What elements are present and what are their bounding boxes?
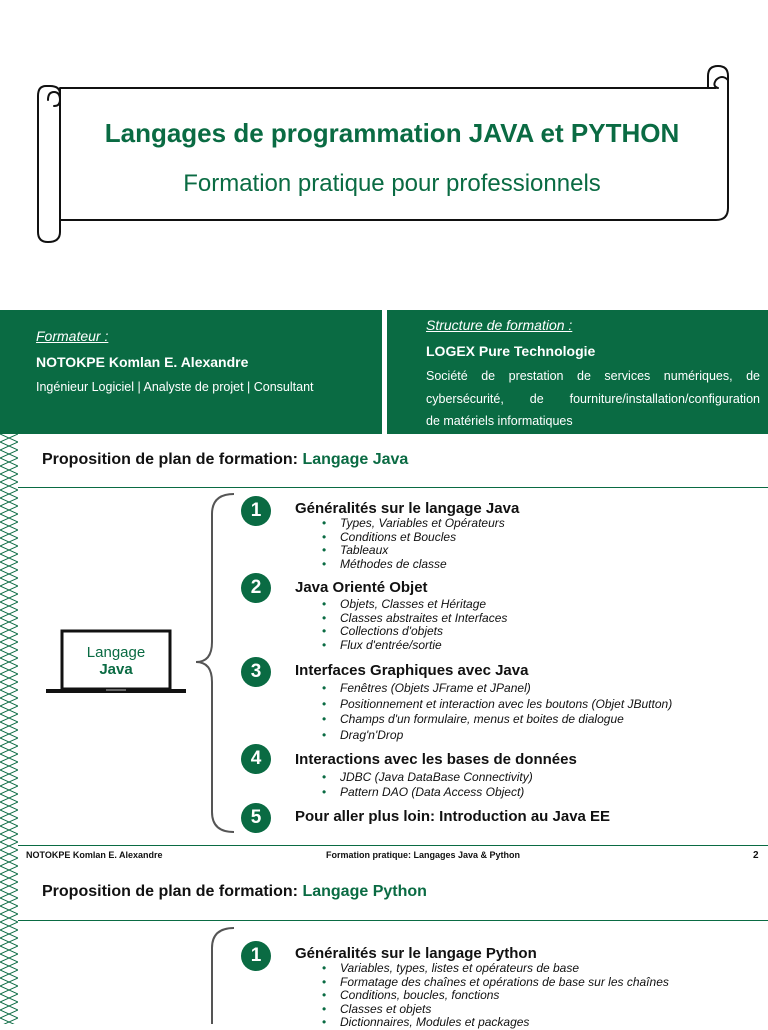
footer-page-number: 2 bbox=[753, 850, 759, 861]
section-number-2: 2 bbox=[241, 573, 271, 603]
section-heading-5: Pour aller plus loin: Introduction au Java EE bbox=[295, 808, 611, 825]
section-heading-2: Java Orienté Objet bbox=[295, 579, 428, 596]
footer-author: NOTOKPE Komlan E. Alexandre bbox=[26, 850, 163, 860]
section-heading-4: Interactions avec les bases de données bbox=[295, 751, 577, 768]
java-title-divider bbox=[18, 487, 768, 488]
trainer-panel bbox=[0, 310, 382, 434]
section-number-3: 3 bbox=[241, 657, 271, 687]
python-plan-title: Proposition de plan de formation: Langage Python bbox=[42, 883, 427, 900]
python-title-divider bbox=[18, 920, 768, 921]
list-item: • Pattern DAO (Data Access Object) bbox=[322, 785, 533, 800]
curly-brace bbox=[190, 492, 240, 836]
section-heading-3: Interfaces Graphiques avec Java bbox=[295, 662, 529, 679]
section-number-4: 4 bbox=[241, 744, 271, 774]
list-item: • Types, Variables et Opérateurs bbox=[322, 517, 505, 531]
organization-panel bbox=[387, 310, 768, 434]
footer-center: Formation pratique: Langages Java & Python bbox=[326, 850, 521, 860]
section-items-4 bbox=[322, 770, 533, 800]
list-item: • Flux d'entrée/sortie bbox=[322, 639, 507, 653]
list-item: • Champs d'un formulaire, menus et boites de dialogue bbox=[322, 712, 672, 728]
python-section-heading-1: Généralités sur le langage Python bbox=[295, 945, 537, 962]
list-item: • JDBC (Java DataBase Connectivity) bbox=[322, 770, 533, 785]
java-plan-title: Proposition de plan de formation: Langage Java bbox=[42, 451, 409, 468]
section-items-3 bbox=[322, 681, 672, 743]
list-item: • Tableaux bbox=[322, 544, 505, 558]
organization-description: Société de prestation de services numériques, de cybersécurité, de fourniture/installation/configuration de matériels informatiques bbox=[426, 369, 760, 428]
organization-name: LOGEX Pure Technologie bbox=[426, 343, 596, 359]
list-item: • Conditions et Boucles bbox=[322, 531, 505, 545]
list-item: • Collections d'objets bbox=[322, 625, 507, 639]
list-item: • Fenêtres (Objets JFrame et JPanel) bbox=[322, 681, 672, 697]
laptop-label-line2: Java bbox=[99, 661, 133, 678]
curly-brace-python bbox=[190, 926, 240, 1024]
section-number-5: 5 bbox=[241, 803, 271, 833]
zigzag-border bbox=[0, 434, 18, 1024]
list-item: • Dictionnaires, Modules et packages bbox=[322, 1016, 669, 1030]
list-item: • Variables, types, listes et opérateurs de base bbox=[322, 962, 669, 976]
python-section-number-1: 1 bbox=[241, 941, 271, 971]
list-item: • Méthodes de classe bbox=[322, 558, 505, 572]
laptop-label-line1: Langage bbox=[86, 644, 146, 661]
section-items-1 bbox=[322, 517, 505, 571]
list-item: • Classes abstraites et Interfaces bbox=[322, 612, 507, 626]
section-items-2 bbox=[322, 598, 507, 652]
list-item: • Formatage des chaînes et opérations de base sur les chaînes bbox=[322, 976, 669, 990]
list-item: • Classes et objets bbox=[322, 1003, 669, 1017]
trainer-label: Formateur : bbox=[36, 328, 109, 344]
trainer-role: Ingénieur Logiciel | Analyste de projet | Consultant bbox=[36, 380, 314, 394]
list-item: • Drag'n'Drop bbox=[322, 728, 672, 744]
list-item: • Positionnement et interaction avec les boutons (Objet JButton) bbox=[322, 697, 672, 713]
trainer-name: NOTOKPE Komlan E. Alexandre bbox=[36, 354, 249, 370]
section-heading-1: Généralités sur le langage Java bbox=[295, 500, 520, 517]
footer-divider bbox=[18, 845, 768, 846]
list-item: • Objets, Classes et Héritage bbox=[322, 598, 507, 612]
page-title: Langages de programmation JAVA et PYTHON bbox=[104, 118, 680, 148]
page-subtitle: Formation pratique pour professionnels bbox=[183, 170, 601, 197]
organization-label: Structure de formation : bbox=[426, 317, 573, 333]
python-section-items-1 bbox=[322, 962, 669, 1030]
section-number-1: 1 bbox=[241, 496, 271, 526]
list-item: • Conditions, boucles, fonctions bbox=[322, 989, 669, 1003]
